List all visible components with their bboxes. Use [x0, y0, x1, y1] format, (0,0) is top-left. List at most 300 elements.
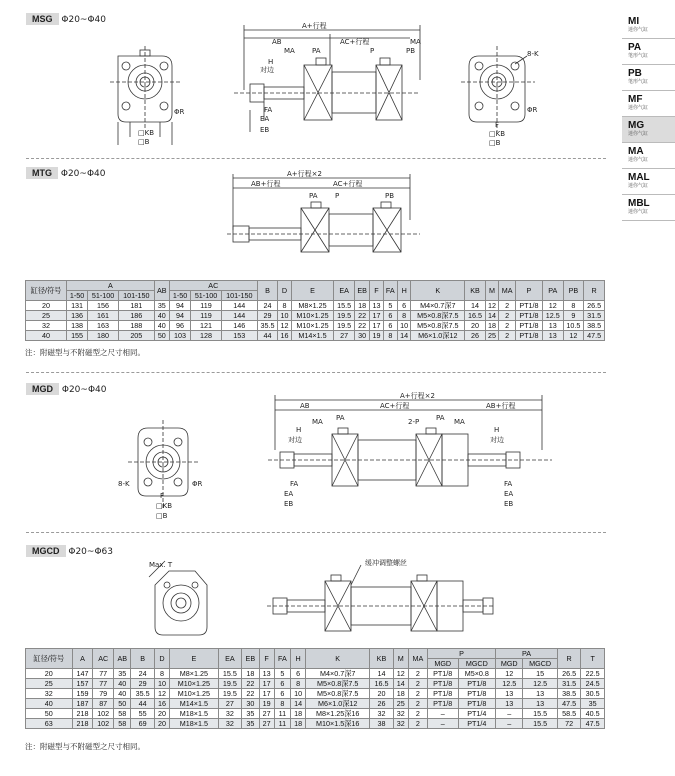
table-header-cell: F: [370, 281, 383, 301]
spec-table-msg-mtg: [25, 280, 605, 341]
table-cell: 19: [259, 699, 274, 709]
max-t-label: Max. T: [149, 561, 173, 569]
table-cell: 11: [274, 719, 290, 729]
table-cell: 30: [242, 699, 259, 709]
table-cell: 25: [485, 331, 498, 341]
table-cell: 2: [499, 331, 516, 341]
table-header-cell: MGCD: [523, 659, 557, 669]
table-cell: 159: [72, 689, 93, 699]
table-cell: 29: [131, 679, 154, 689]
table-cell: 26: [465, 331, 486, 341]
table-cell: PT1/8: [427, 679, 458, 689]
table-header-cell: D: [154, 649, 169, 669]
table-cell: 8: [278, 301, 291, 311]
sidebar-item-pa[interactable]: [622, 39, 675, 65]
table-cell: M8×1.25: [291, 301, 334, 311]
b-label: □B: [138, 138, 150, 146]
sidebar-item-sub: 笔形气缸: [628, 53, 649, 59]
table-cell: 27: [259, 719, 274, 729]
sidebar-item-code: MAL: [628, 172, 650, 183]
table-cell: 35: [581, 699, 605, 709]
ea-label: EA: [284, 490, 294, 498]
table-cell: 15.5: [523, 709, 557, 719]
table-cell: 32: [26, 321, 67, 331]
table-cell: 146: [221, 321, 257, 331]
table-cell: 144: [221, 301, 257, 311]
table-cell: 14: [465, 301, 486, 311]
fa-label: FA: [264, 106, 273, 114]
table-header-cell: 缸径/符号: [26, 281, 67, 301]
table-cell: 119: [191, 311, 222, 321]
table-cell: 15.5: [218, 669, 241, 679]
ma-label: MA: [312, 418, 323, 426]
table-cell: 19: [370, 331, 383, 341]
table-cell: M5×0.8深7.5: [306, 689, 370, 699]
table-cell: 20: [154, 709, 169, 719]
table-cell: 77: [93, 679, 114, 689]
table-cell: 155: [67, 331, 88, 341]
table-cell: 58: [114, 719, 131, 729]
table-cell: 2: [408, 669, 427, 679]
table-cell: 26: [370, 699, 393, 709]
table-cell: 94: [169, 311, 190, 321]
h-label: H: [268, 58, 274, 66]
sidebar-item-mg[interactable]: [622, 117, 675, 143]
table-cell: 8: [397, 311, 410, 321]
eb-label-2: EB: [504, 500, 514, 508]
table-cell: 13: [370, 301, 383, 311]
kb-label: □KB: [156, 502, 173, 510]
table-cell: 13: [496, 699, 523, 709]
table-cell: 10: [397, 321, 410, 331]
ac-stroke-label: AC+行程: [333, 180, 363, 188]
section-code: MGCD: [26, 545, 66, 557]
divider: [26, 158, 606, 159]
table-header-cell: B: [131, 649, 154, 669]
table-cell: PT1/8: [515, 301, 542, 311]
fa-label-2: FA: [504, 480, 513, 488]
table-cell: 6: [383, 321, 397, 331]
table-cell: 14: [397, 331, 410, 341]
ma-label: MA: [410, 38, 421, 46]
mgcd-side-view: [265, 555, 495, 645]
b-label-right: □B: [489, 139, 501, 147]
divider: [26, 532, 606, 533]
table-cell: 32: [370, 709, 393, 719]
table-cell: PT1/8: [427, 699, 458, 709]
table-header-cell: KB: [465, 281, 486, 301]
section-code: MSG: [26, 13, 59, 25]
table-cell: 103: [169, 331, 190, 341]
table-cell: 6: [383, 311, 397, 321]
table-row: [26, 331, 605, 341]
sidebar-item-sub: 迷你气缸: [628, 131, 649, 137]
sidebar-item-sub: 迷你气缸: [628, 105, 649, 111]
table-cell: 13: [259, 669, 274, 679]
table-cell: 32: [393, 709, 408, 719]
sidebar-item-mf[interactable]: [622, 91, 675, 117]
table-header-cell: MGD: [496, 659, 523, 669]
table-cell: 12: [393, 669, 408, 679]
table-cell: 15: [523, 669, 557, 679]
table-header-cell: MGD: [427, 659, 458, 669]
sidebar-item-mbl[interactable]: [622, 195, 675, 221]
table-header-cell: 1-50: [169, 291, 190, 301]
table-row: [26, 689, 605, 699]
table-cell: PT1/8: [515, 321, 542, 331]
table-cell: 13: [523, 689, 557, 699]
table-cell: M4×0.7深7: [306, 669, 370, 679]
table-cell: 20: [26, 301, 67, 311]
table-cell: 12: [542, 301, 563, 311]
table-cell: 2: [408, 679, 427, 689]
kb-label: □KB: [138, 129, 155, 137]
table-cell: 35.5: [131, 689, 154, 699]
msg-section-label: [26, 14, 106, 25]
section-range: Φ20~Φ40: [61, 15, 107, 25]
table-cell: 8: [154, 669, 169, 679]
table-cell: 29: [257, 311, 278, 321]
table-cell: 18: [242, 669, 259, 679]
table-cell: M10×1.25: [291, 311, 334, 321]
table-cell: 26.5: [584, 301, 605, 311]
table-cell: 156: [88, 301, 119, 311]
table-cell: –: [496, 719, 523, 729]
b-label: □B: [156, 512, 168, 520]
table-cell: M10×1.25: [291, 321, 334, 331]
table-header-cell: AC: [169, 281, 257, 291]
table-cell: 12: [496, 669, 523, 679]
table-cell: 2: [499, 311, 516, 321]
table-cell: 218: [72, 719, 93, 729]
table-cell: 12.5: [523, 679, 557, 689]
table-cell: 18: [291, 709, 306, 719]
table-cell: 47.5: [581, 719, 605, 729]
table-cell: 144: [221, 311, 257, 321]
k8-label: 8-K: [118, 480, 130, 488]
table-header-cell: R: [557, 649, 580, 669]
table-header-cell: 缸径/符号: [26, 649, 73, 669]
table-row: [26, 669, 605, 679]
table-cell: 2: [499, 301, 516, 311]
table-cell: 15.5: [334, 301, 355, 311]
table-row: [26, 311, 605, 321]
sidebar-item-sub: 迷你气缸: [628, 27, 649, 33]
table-cell: 47.5: [584, 331, 605, 341]
table-cell: M8×1.25: [170, 669, 219, 679]
a-stroke-x2-label: A+行程×2: [400, 392, 435, 400]
table-cell: 6: [397, 301, 410, 311]
table-header-cell: P: [515, 281, 542, 301]
section-range: Φ20~Φ40: [61, 385, 107, 395]
section-code: MGD: [26, 383, 59, 395]
table-row: [26, 709, 605, 719]
table-cell: 180: [88, 331, 119, 341]
table-cell: 14: [393, 679, 408, 689]
table-cell: –: [427, 709, 458, 719]
sidebar-item-mal[interactable]: [622, 169, 675, 195]
msg-end-view-left: [100, 42, 190, 147]
p2-label: 2-P: [408, 418, 420, 426]
table-header-cell: EA: [218, 649, 241, 669]
table-header-cell: MA: [499, 281, 516, 301]
table-cell: 2: [408, 709, 427, 719]
table-cell: 44: [131, 699, 154, 709]
sidebar-item-code: MF: [628, 94, 643, 105]
table-cell: 11: [274, 709, 290, 719]
table-cell: PT1/8: [427, 669, 458, 679]
table-cell: 32: [218, 719, 241, 729]
table-header-cell: MA: [408, 649, 427, 669]
table-cell: 186: [118, 311, 154, 321]
table-cell: 16.5: [370, 679, 393, 689]
table-cell: 131: [67, 301, 88, 311]
table-header-cell: B: [257, 281, 278, 301]
pa-label: PA: [309, 192, 318, 200]
sidebar-item-code: MG: [628, 120, 645, 131]
pa-label: PA: [336, 414, 345, 422]
sidebar-item-ma[interactable]: [622, 143, 675, 169]
table-cell: 8: [383, 331, 397, 341]
table-cell: 102: [93, 719, 114, 729]
table-cell: 38.5: [584, 321, 605, 331]
table-cell: 40: [26, 331, 67, 341]
ea-label: EA: [260, 115, 270, 123]
table-header-cell: 101-150: [221, 291, 257, 301]
sidebar-item-code: MBL: [628, 198, 650, 209]
table-cell: 50: [26, 709, 73, 719]
table-header-cell: AB: [154, 281, 169, 301]
table-cell: M5×0.8深7.5: [306, 679, 370, 689]
table-cell: 188: [118, 321, 154, 331]
kb-label-right: □KB: [489, 130, 506, 138]
table-header-cell: E: [170, 649, 219, 669]
table-header-cell: AC: [93, 649, 114, 669]
ma-label-2: MA: [454, 418, 465, 426]
table-cell: 16.5: [465, 311, 486, 321]
table-row: [26, 321, 605, 331]
mgcd-end-view: [135, 555, 230, 645]
ab-label: AB: [300, 402, 310, 410]
table-header-cell: EB: [242, 649, 259, 669]
table-cell: 14: [485, 311, 498, 321]
mtg-section-label: [26, 168, 106, 179]
sidebar-item-mi[interactable]: [622, 13, 675, 39]
fa-label: FA: [290, 480, 299, 488]
eb-label: EB: [284, 500, 294, 508]
a-stroke-x2-label: A+行程×2: [287, 170, 322, 178]
table-cell: 13: [542, 321, 563, 331]
table-cell: 2: [408, 689, 427, 699]
table-cell: 27: [218, 699, 241, 709]
table-cell: 10: [291, 689, 306, 699]
table-cell: M18×1.5: [170, 719, 219, 729]
table-header-cell: R: [584, 281, 605, 301]
table-header-cell: K: [306, 649, 370, 669]
table-cell: 31.5: [557, 679, 580, 689]
table-cell: 20: [26, 669, 73, 679]
msg-end-view-right: [455, 42, 555, 147]
table-cell: 6: [274, 689, 290, 699]
table-cell: 24.5: [581, 679, 605, 689]
table-cell: –: [496, 709, 523, 719]
f-label: F: [160, 492, 165, 500]
table-cell: 32: [393, 719, 408, 729]
table-cell: 27: [334, 331, 355, 341]
mtg-side-view: [225, 170, 445, 260]
table-cell: 119: [191, 301, 222, 311]
table-cell: 10: [278, 311, 291, 321]
sidebar-item-sub: 迷你气缸: [628, 157, 649, 163]
table-cell: 8: [563, 301, 584, 311]
table-cell: 14: [370, 669, 393, 679]
table-cell: 31.5: [584, 311, 605, 321]
table-cell: 14: [291, 699, 306, 709]
table-cell: 40: [114, 679, 131, 689]
sidebar-item-sub: 迷你气缸: [628, 183, 649, 189]
ab-label: AB: [272, 38, 282, 46]
table-cell: 40: [154, 311, 169, 321]
table-header-cell: 51-100: [88, 291, 119, 301]
table-cell: M6×1.0深12: [306, 699, 370, 709]
table-cell: –: [427, 719, 458, 729]
duibian-label: 对边: [260, 66, 274, 74]
table-cell: 40: [26, 699, 73, 709]
table-cell: 153: [221, 331, 257, 341]
table-cell: 17: [259, 689, 274, 699]
table-cell: 17: [370, 321, 383, 331]
table-cell: 20: [465, 321, 486, 331]
table-header-cell: FA: [383, 281, 397, 301]
table-cell: 12: [278, 321, 291, 331]
mgd-side-view: [240, 390, 560, 515]
table-cell: 58: [114, 709, 131, 719]
table-cell: 19.5: [334, 311, 355, 321]
table-cell: 128: [191, 331, 222, 341]
table-cell: 20: [370, 689, 393, 699]
table-cell: 2: [408, 719, 427, 729]
table-cell: 22.5: [581, 669, 605, 679]
sidebar-item-code: PA: [628, 42, 642, 53]
ac-stroke-label: AC+行程: [340, 38, 370, 46]
p-label: P: [370, 47, 375, 55]
table-cell: 27: [259, 709, 274, 719]
divider: [26, 372, 606, 373]
table-cell: 50: [114, 699, 131, 709]
table-cell: PT1/8: [515, 331, 542, 341]
table-cell: 20: [154, 719, 169, 729]
table-cell: 38: [370, 719, 393, 729]
table-header-cell: D: [278, 281, 291, 301]
table-cell: 9: [563, 311, 584, 321]
table-cell: M14×1.5: [170, 699, 219, 709]
table-header-cell: PB: [563, 281, 584, 301]
table-cell: 38.5: [557, 689, 580, 699]
table-cell: 79: [93, 689, 114, 699]
table-header-cell: F: [259, 649, 274, 669]
note-2: 注：附磁型与不附磁型之尺寸相同。: [25, 742, 145, 751]
pa-label: PA: [312, 47, 321, 55]
table-header-cell: H: [397, 281, 410, 301]
a-stroke-label: A+行程: [302, 22, 327, 30]
table-cell: 8: [274, 699, 290, 709]
table-header-cell: FA: [274, 649, 290, 669]
table-cell: 16: [278, 331, 291, 341]
table-cell: 12: [154, 689, 169, 699]
table-cell: 6: [274, 679, 290, 689]
section-code: MTG: [26, 167, 58, 179]
table-row: [26, 719, 605, 729]
table-header-cell: A: [67, 281, 155, 291]
table-cell: 40: [154, 321, 169, 331]
table-cell: 18: [485, 321, 498, 331]
table-cell: 25: [26, 679, 73, 689]
table-cell: 181: [118, 301, 154, 311]
table-header-cell: H: [291, 649, 306, 669]
table-cell: 147: [72, 669, 93, 679]
pb-label: PB: [385, 192, 395, 200]
table-cell: PT1/8: [458, 679, 496, 689]
table-header-cell: MGCD: [458, 659, 496, 669]
table-cell: M5×0.8: [458, 669, 496, 679]
table-cell: 205: [118, 331, 154, 341]
table-cell: 102: [93, 709, 114, 719]
sidebar-item-sub: 迷你气缸: [628, 209, 649, 215]
table-cell: 2: [408, 699, 427, 709]
mgd-end-view: [118, 420, 213, 525]
table-cell: 136: [67, 311, 88, 321]
table-cell: 5: [274, 669, 290, 679]
table-cell: 17: [370, 311, 383, 321]
table-cell: 32: [26, 689, 73, 699]
table-cell: 35: [114, 669, 131, 679]
table-cell: M14×1.5: [291, 331, 334, 341]
table-cell: 15.5: [523, 719, 557, 729]
table-row: [26, 679, 605, 689]
r-label: ΦR: [192, 480, 203, 488]
sidebar-item-pb[interactable]: [622, 65, 675, 91]
table-header-cell: 101-150: [118, 291, 154, 301]
p-label: P: [335, 192, 340, 200]
eb-label: EB: [260, 126, 270, 134]
table-cell: 87: [93, 699, 114, 709]
table-cell: 22: [242, 679, 259, 689]
table-cell: M10×1.25: [170, 679, 219, 689]
table-cell: 22: [355, 321, 370, 331]
table-cell: PT1/8: [515, 311, 542, 321]
table-cell: 2: [499, 321, 516, 331]
r-label-right: ΦR: [527, 106, 538, 114]
table-cell: 138: [67, 321, 88, 331]
table-header-cell: EB: [355, 281, 370, 301]
table-cell: 218: [72, 709, 93, 719]
table-cell: 12: [485, 301, 498, 311]
table-cell: 25: [26, 311, 67, 321]
sidebar-item-code: PB: [628, 68, 642, 79]
h-label-2: H: [494, 426, 500, 434]
pa-label-2: PA: [436, 414, 445, 422]
table-cell: M10×1.5深16: [306, 719, 370, 729]
ma-label-2: MA: [284, 47, 295, 55]
table-cell: 69: [131, 719, 154, 729]
buffer-screw-label: 缓冲调整螺丝: [365, 559, 407, 567]
table-cell: 50: [154, 331, 169, 341]
table-cell: M5×0.8深7.5: [411, 311, 465, 321]
table-row: [26, 699, 605, 709]
table-cell: M10×1.25: [170, 689, 219, 699]
table-cell: M8×1.25深16: [306, 709, 370, 719]
table-cell: 35: [242, 709, 259, 719]
